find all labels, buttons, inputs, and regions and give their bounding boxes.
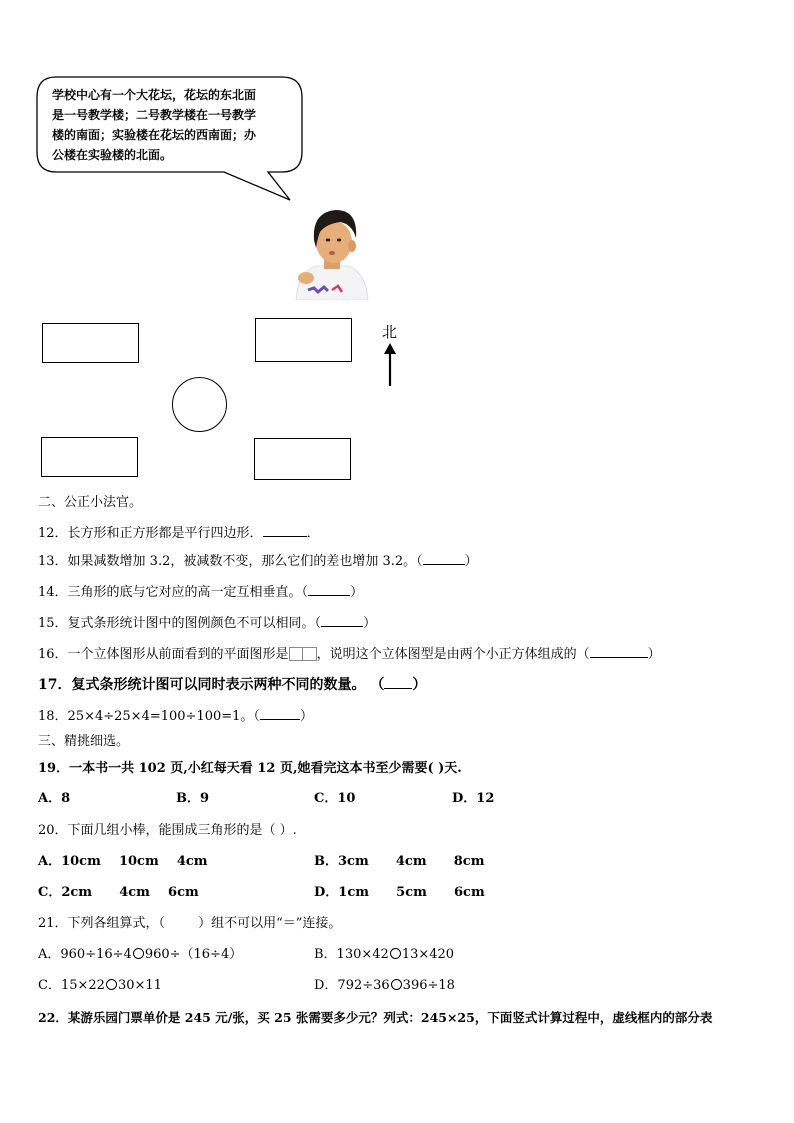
q20-text: 下面几组小棒，能围成三角形的是（ ）.	[67, 823, 297, 838]
q13-number: 13．	[38, 554, 68, 569]
north-arrow-icon	[381, 343, 399, 386]
question-18	[38, 707, 313, 725]
q15-text: 复式条形统计图中的图例颜色不可以相同。（	[67, 616, 322, 631]
q21-option-d[interactable]	[314, 978, 455, 994]
q21-d-left: D．792÷36	[314, 978, 390, 993]
q19-text: 一本书一共 102 页,小红每天看 12 页,她看完这本书至少需要( )天.	[69, 761, 462, 776]
q21-d-right: 396÷18	[402, 978, 455, 993]
map-box-southeast	[254, 438, 351, 480]
map-box-northwest	[42, 323, 139, 363]
question-20	[38, 823, 297, 839]
q15-end: ）	[363, 616, 377, 631]
q15-answer-blank[interactable]	[321, 614, 363, 627]
q20-option-b[interactable]: B．3cm 4cm 8cm	[314, 854, 485, 869]
flower-bed-circle	[172, 377, 227, 432]
q21-option-c[interactable]	[38, 978, 162, 994]
q22-text: 某游乐园门票单价是 245 元/张，买 25 张需要多少元？列式：245×25，下面竖式计算过程中，虚线框内的部分表	[67, 1010, 713, 1025]
speech-line-4: 公楼在实验楼的北面。	[52, 148, 173, 162]
compare-circle-icon	[390, 948, 401, 959]
q16-text-b: ，说明这个立体图型是由两个小正方体组成的（	[316, 647, 590, 662]
question-19	[38, 761, 462, 777]
q17-text: 复式条形统计图可以同时表示两种不同的数量。 （	[71, 677, 385, 693]
q14-text: 三角形的底与它对应的高一定互相垂直。（	[67, 585, 309, 600]
question-22	[38, 1010, 712, 1026]
q21-option-a[interactable]	[38, 947, 242, 963]
q16-answer-blank[interactable]	[590, 645, 648, 658]
q18-number: 18．	[38, 709, 68, 724]
q21-b-right: 13×420	[401, 947, 455, 962]
q13-text: 如果减数增加 3.2，被减数不变，那么它们的差也增加 3.2。（	[67, 554, 423, 569]
map-box-southwest	[41, 437, 138, 477]
speech-line-3: 楼的南面；实验楼在花坛的西南面；办	[52, 128, 257, 142]
compare-circle-icon	[391, 979, 402, 990]
question-16	[38, 645, 661, 663]
q17-end: ）	[412, 677, 427, 693]
speech-line-2: 是一号教学楼；二号教学楼在一号教学	[52, 108, 257, 122]
q18-text: 25×4÷25×4=100÷100=1。（	[67, 709, 260, 724]
q14-end: ）	[350, 585, 364, 600]
q14-answer-blank[interactable]	[308, 583, 350, 596]
q20-option-a[interactable]: A．10cm 10cm 4cm	[38, 854, 208, 869]
q21-text: 下列各组算式，（ ）组不可以用“＝”连接。	[67, 916, 342, 931]
q15-number: 15．	[38, 616, 68, 631]
q19-option-b[interactable]: B．9	[176, 791, 210, 806]
two-cubes-icon	[289, 647, 317, 662]
q21-a-right: 960÷（16÷4）	[144, 947, 243, 962]
map-box-northeast	[255, 318, 352, 362]
q19-number: 19．	[38, 761, 70, 776]
q19-option-a[interactable]: A．8	[38, 791, 71, 806]
question-15	[38, 614, 376, 632]
speech-line-1: 学校中心有一个大花坛，花坛的东北面	[52, 88, 257, 102]
q20-number: 20．	[38, 823, 68, 838]
q21-number: 21．	[38, 916, 68, 931]
q17-number: 17．	[38, 677, 72, 693]
boy-illustration	[292, 206, 372, 300]
q14-number: 14．	[38, 585, 68, 600]
q19-option-d[interactable]: D．12	[452, 791, 495, 806]
q21-c-left: C．15×22	[38, 978, 105, 993]
q21-option-b[interactable]	[314, 947, 454, 963]
north-label: 北	[382, 323, 398, 341]
compare-circle-icon	[106, 979, 117, 990]
q12-answer-blank[interactable]	[263, 524, 307, 537]
q12-end: ．	[306, 526, 320, 541]
question-14	[38, 583, 363, 601]
question-13	[38, 552, 478, 570]
q13-end: ）	[464, 554, 478, 569]
question-17	[38, 676, 426, 693]
section-3-heading: 三、精挑细选。	[38, 734, 130, 749]
q12-number: 12．	[38, 526, 68, 541]
q18-answer-blank[interactable]	[260, 707, 300, 720]
question-21	[38, 916, 341, 932]
q21-a-left: A．960÷16÷4	[38, 947, 132, 962]
q19-option-c[interactable]: C．10	[314, 791, 356, 806]
q18-end: ）	[299, 709, 313, 724]
question-12	[38, 524, 320, 542]
compare-circle-icon	[133, 948, 144, 959]
speech-text	[52, 85, 256, 165]
q22-number: 22．	[38, 1010, 68, 1025]
section-2-heading: 二、公正小法官。	[38, 495, 143, 510]
q16-number: 16．	[38, 647, 68, 662]
q17-answer-blank[interactable]	[384, 676, 412, 689]
q16-text-a: 一个立体图形从前面看到的平面图形是	[67, 647, 289, 662]
q16-end: ）	[647, 647, 661, 662]
q12-text: 长方形和正方形都是平行四边形．	[67, 526, 263, 541]
q20-option-c[interactable]: C．2cm 4cm 6cm	[38, 885, 199, 900]
q13-answer-blank[interactable]	[423, 552, 465, 565]
q21-b-left: B．130×42	[314, 947, 389, 962]
q21-c-right: 30×11	[117, 978, 162, 993]
q20-option-d[interactable]: D．1cm 5cm 6cm	[314, 885, 485, 900]
